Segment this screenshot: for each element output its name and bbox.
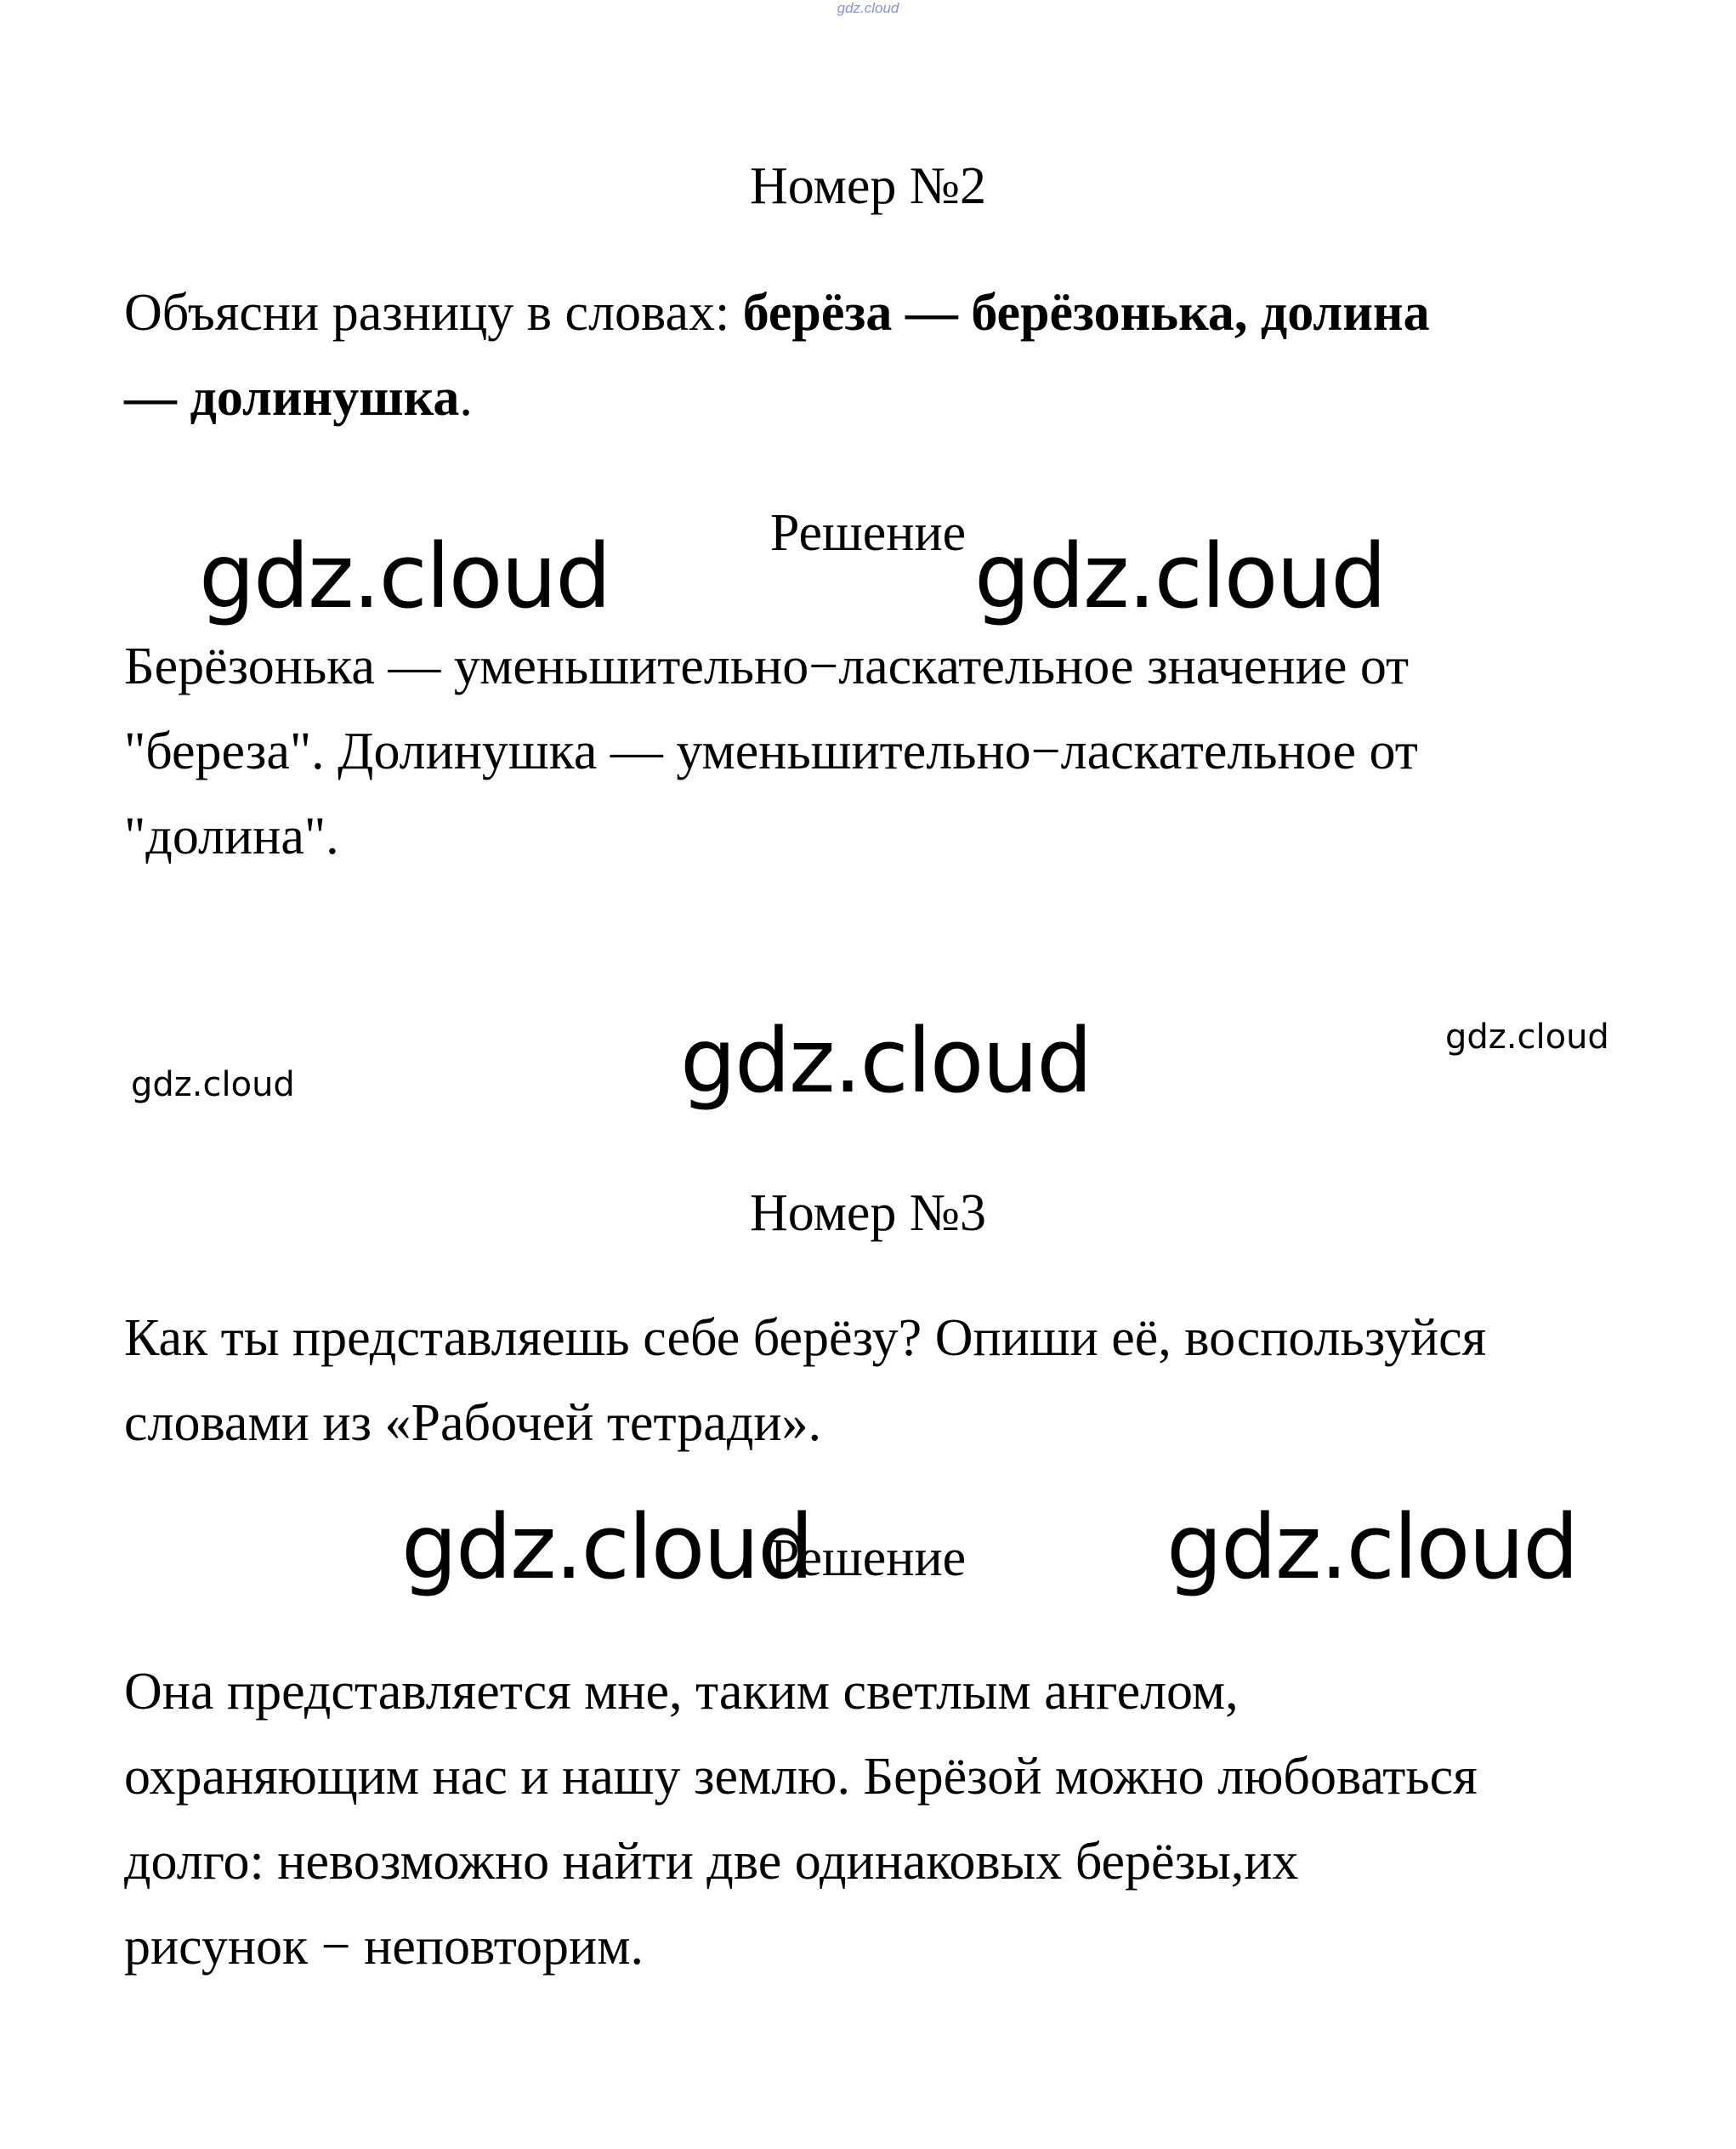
- task2-prompt-prefix: Объясни разницу в словах:: [124, 284, 743, 342]
- task3-prompt-line: словами из «Рабочей тетради».: [124, 1394, 822, 1452]
- task3-solution-label: Решение: [769, 1529, 967, 1587]
- watermark: gdz.cloud: [974, 524, 1386, 628]
- task3-prompt: [124, 1296, 1637, 1466]
- task2-prompt-bold-1: берёза — берёзонька, долина: [742, 284, 1430, 342]
- watermark: gdz.cloud: [1166, 1495, 1578, 1599]
- watermark: gdz.cloud: [131, 1065, 295, 1104]
- task3-answer-line: охраняющим нас и нашу землю. Берёзой можно любоваться: [124, 1748, 1478, 1806]
- task2-prompt-bold-2: — долинушка: [124, 369, 460, 427]
- watermark: gdz.cloud: [199, 524, 610, 628]
- task3-answer-line: долго: невозможно найти две одинаковых берёзы,их: [124, 1833, 1299, 1891]
- watermark: gdz.cloud: [680, 1009, 1092, 1113]
- task3-answer-line: рисунок − неповторим.: [124, 1918, 644, 1976]
- task3-answer: [124, 1649, 1637, 1989]
- task3-answer-line: Она представляется мне, таким светлым ангелом,: [124, 1663, 1239, 1721]
- task2-solution-label: Решение: [769, 504, 967, 562]
- top-watermark: gdz.cloud: [837, 0, 899, 16]
- watermark: gdz.cloud: [401, 1495, 813, 1599]
- task2-answer: [124, 624, 1637, 879]
- task2-answer-line: "береза". Долинушка — уменьшительно−ласкательное от: [124, 723, 1418, 780]
- task2-answer-line: Берёзонька — уменьшительно−ласкательное значение от: [124, 638, 1410, 695]
- task2-answer-line: "долина".: [124, 808, 339, 865]
- task2-heading: Номер №2: [749, 157, 986, 215]
- watermark: gdz.cloud: [1445, 1018, 1609, 1057]
- task3-prompt-line: Как ты представляешь себе берёзу? Опиши её, воспользуйся: [124, 1309, 1487, 1367]
- task2-prompt: [124, 270, 1637, 440]
- task3-heading: Номер №3: [749, 1184, 986, 1242]
- task2-prompt-suffix: .: [459, 369, 473, 427]
